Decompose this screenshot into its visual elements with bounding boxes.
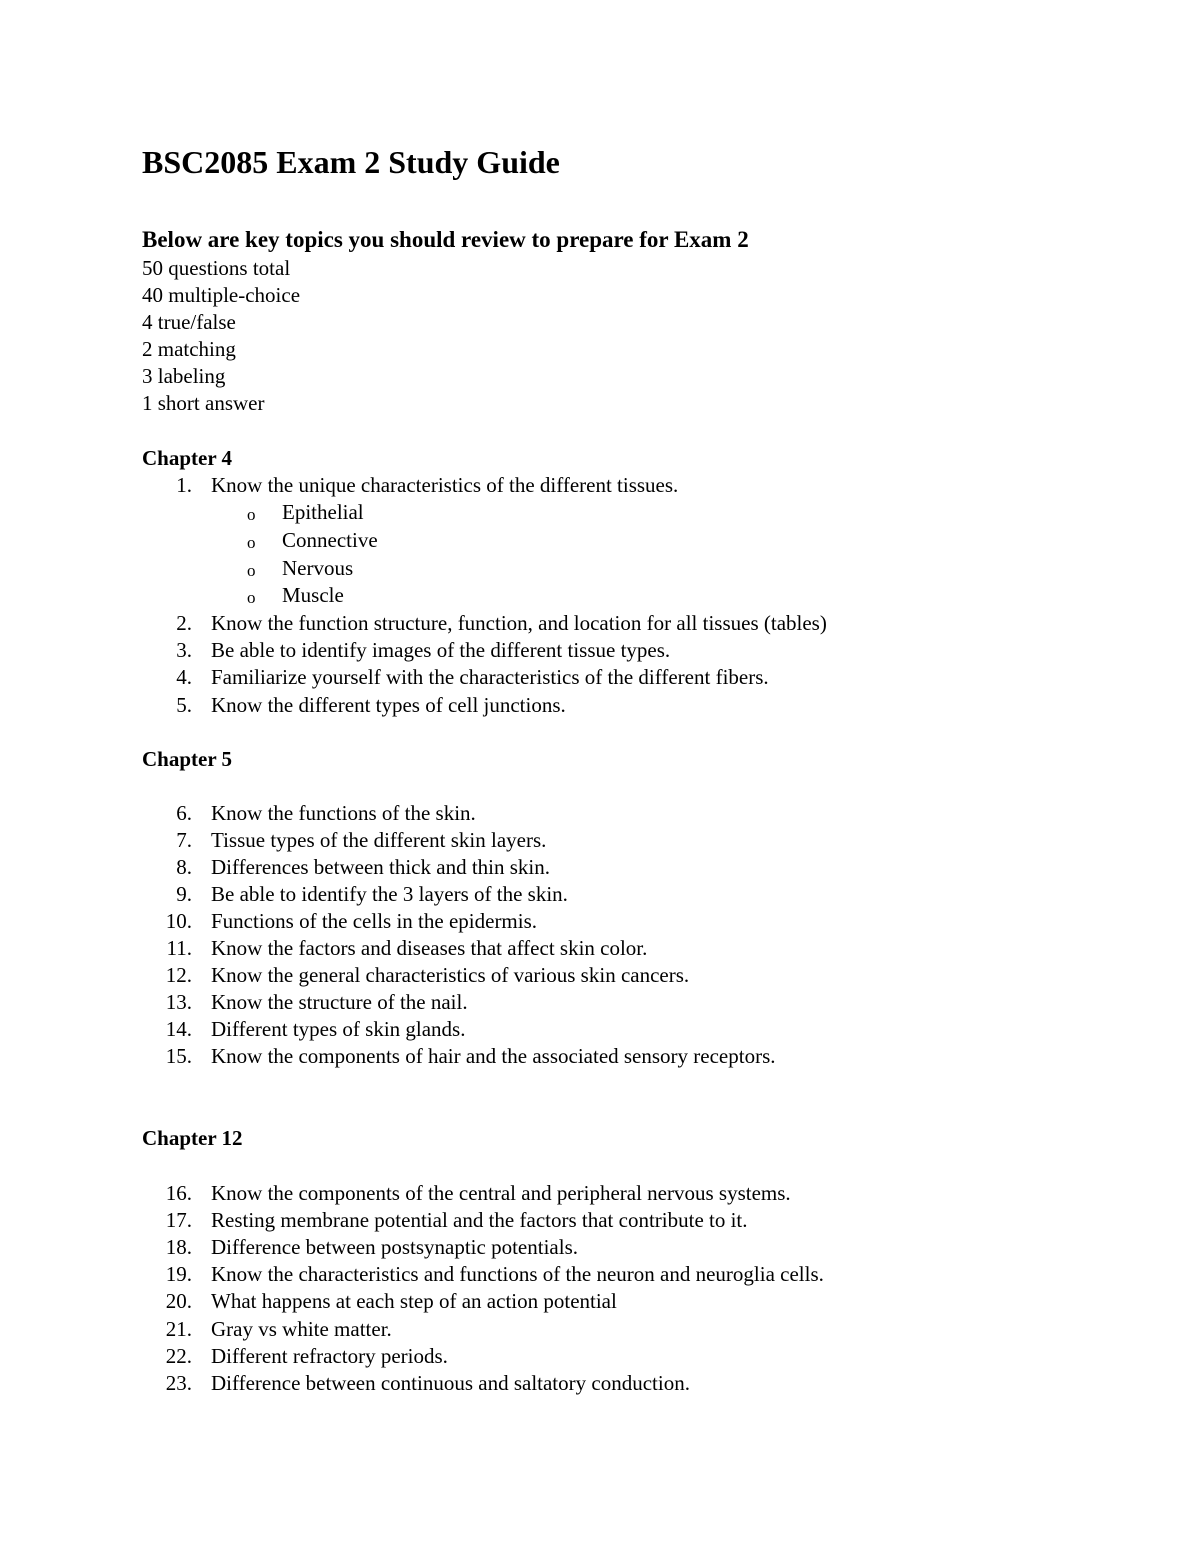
item-number: 18. <box>165 1235 192 1259</box>
exam-info-line: 3 labeling <box>142 364 226 388</box>
item-text: Know the function structure, function, and location for all tissues (tables) <box>211 611 827 635</box>
chapter-4-heading: Chapter 4 <box>142 446 233 470</box>
item-number: 6. <box>176 801 192 825</box>
list-item <box>0 881 1200 908</box>
list-item <box>0 827 1200 854</box>
item-text: Differences between thick and thin skin. <box>211 855 551 879</box>
item-number: 19. <box>165 1262 192 1286</box>
item-number: 11. <box>166 936 192 960</box>
item-text: Familiarize yourself with the characteristics of the different fibers. <box>211 665 769 689</box>
list-item <box>0 692 1200 719</box>
sub-list-item <box>0 582 1200 609</box>
list-item <box>0 935 1200 962</box>
chapter-12-heading: Chapter 12 <box>142 1126 243 1150</box>
exam-info-line: 40 multiple-choice <box>142 283 301 307</box>
list-item <box>0 1234 1200 1261</box>
item-text: Different refractory periods. <box>211 1344 448 1368</box>
list-item <box>0 1016 1200 1043</box>
page-subtitle: Below are key topics you should review to prepare for Exam 2 <box>142 227 749 252</box>
list-item <box>0 1207 1200 1234</box>
item-number: 13. <box>165 990 192 1014</box>
item-text: Know the factors and diseases that affect skin color. <box>211 936 648 960</box>
item-text: Know the functions of the skin. <box>211 801 476 825</box>
item-number: 22. <box>165 1344 192 1368</box>
page-title: BSC2085 Exam 2 Study Guide <box>142 144 560 180</box>
item-text: Be able to identify images of the different tissue types. <box>211 638 671 662</box>
list-item <box>0 1370 1200 1397</box>
list-item <box>0 664 1200 691</box>
item-number: 5. <box>176 693 192 717</box>
item-number: 21. <box>165 1317 192 1341</box>
sub-list-item <box>0 527 1200 554</box>
item-number: 16. <box>165 1181 192 1205</box>
item-text: Tissue types of the different skin layers. <box>211 828 547 852</box>
item-number: 20. <box>165 1289 192 1313</box>
item-text: Different types of skin glands. <box>211 1017 466 1041</box>
item-number: 9. <box>176 882 192 906</box>
list-item <box>0 1316 1200 1343</box>
list-item <box>0 1288 1200 1315</box>
item-text: Know the different types of cell junctions. <box>211 693 566 717</box>
exam-info-line: 2 matching <box>142 337 236 361</box>
item-number: 2. <box>176 611 192 635</box>
item-text: Know the general characteristics of various skin cancers. <box>211 963 690 987</box>
item-number: 8. <box>176 855 192 879</box>
list-item <box>0 1043 1200 1070</box>
sub-item-text: Muscle <box>282 583 344 607</box>
item-number: 15. <box>165 1044 192 1068</box>
list-item <box>0 637 1200 664</box>
item-text: Know the structure of the nail. <box>211 990 468 1014</box>
item-number: 7. <box>176 828 192 852</box>
list-item <box>0 1261 1200 1288</box>
item-text: Difference between continuous and saltatory conduction. <box>211 1371 690 1395</box>
item-text: Difference between postsynaptic potentials. <box>211 1235 578 1259</box>
item-text: Gray vs white matter. <box>211 1317 392 1341</box>
list-item <box>0 800 1200 827</box>
item-text: Know the components of hair and the associated sensory receptors. <box>211 1044 776 1068</box>
item-number: 23. <box>165 1371 192 1395</box>
list-item <box>0 989 1200 1016</box>
bullet-marker: o <box>247 561 256 580</box>
list-item <box>0 962 1200 989</box>
item-text: Know the characteristics and functions of the neuron and neuroglia cells. <box>211 1262 824 1286</box>
sub-item-text: Nervous <box>282 556 354 580</box>
sub-item-text: Connective <box>282 528 378 552</box>
item-text: What happens at each step of an action potential <box>211 1289 617 1313</box>
item-text: Know the components of the central and peripheral nervous systems. <box>211 1181 791 1205</box>
item-number: 14. <box>165 1017 192 1041</box>
item-number: 1. <box>176 473 192 497</box>
sub-list-item <box>0 499 1200 526</box>
sub-item-text: Epithelial <box>282 500 364 524</box>
item-text: Resting membrane potential and the factors that contribute to it. <box>211 1208 748 1232</box>
list-item <box>0 472 1200 499</box>
list-item <box>0 1180 1200 1207</box>
bullet-marker: o <box>247 533 256 552</box>
list-item <box>0 908 1200 935</box>
bullet-marker: o <box>247 505 256 524</box>
item-number: 12. <box>165 963 192 987</box>
item-number: 3. <box>176 638 192 662</box>
list-item <box>0 610 1200 637</box>
exam-info-line: 4 true/false <box>142 310 236 334</box>
sub-list-item <box>0 555 1200 582</box>
item-number: 17. <box>165 1208 192 1232</box>
list-item <box>0 1343 1200 1370</box>
exam-info-line: 1 short answer <box>142 391 265 415</box>
item-text: Be able to identify the 3 layers of the skin. <box>211 882 568 906</box>
exam-info-line: 50 questions total <box>142 256 291 280</box>
bullet-marker: o <box>247 588 256 607</box>
item-number: 4. <box>176 665 192 689</box>
item-text: Know the unique characteristics of the different tissues. <box>211 473 679 497</box>
list-item <box>0 854 1200 881</box>
item-number: 10. <box>165 909 192 933</box>
item-text: Functions of the cells in the epidermis. <box>211 909 538 933</box>
chapter-5-heading: Chapter 5 <box>142 747 233 771</box>
